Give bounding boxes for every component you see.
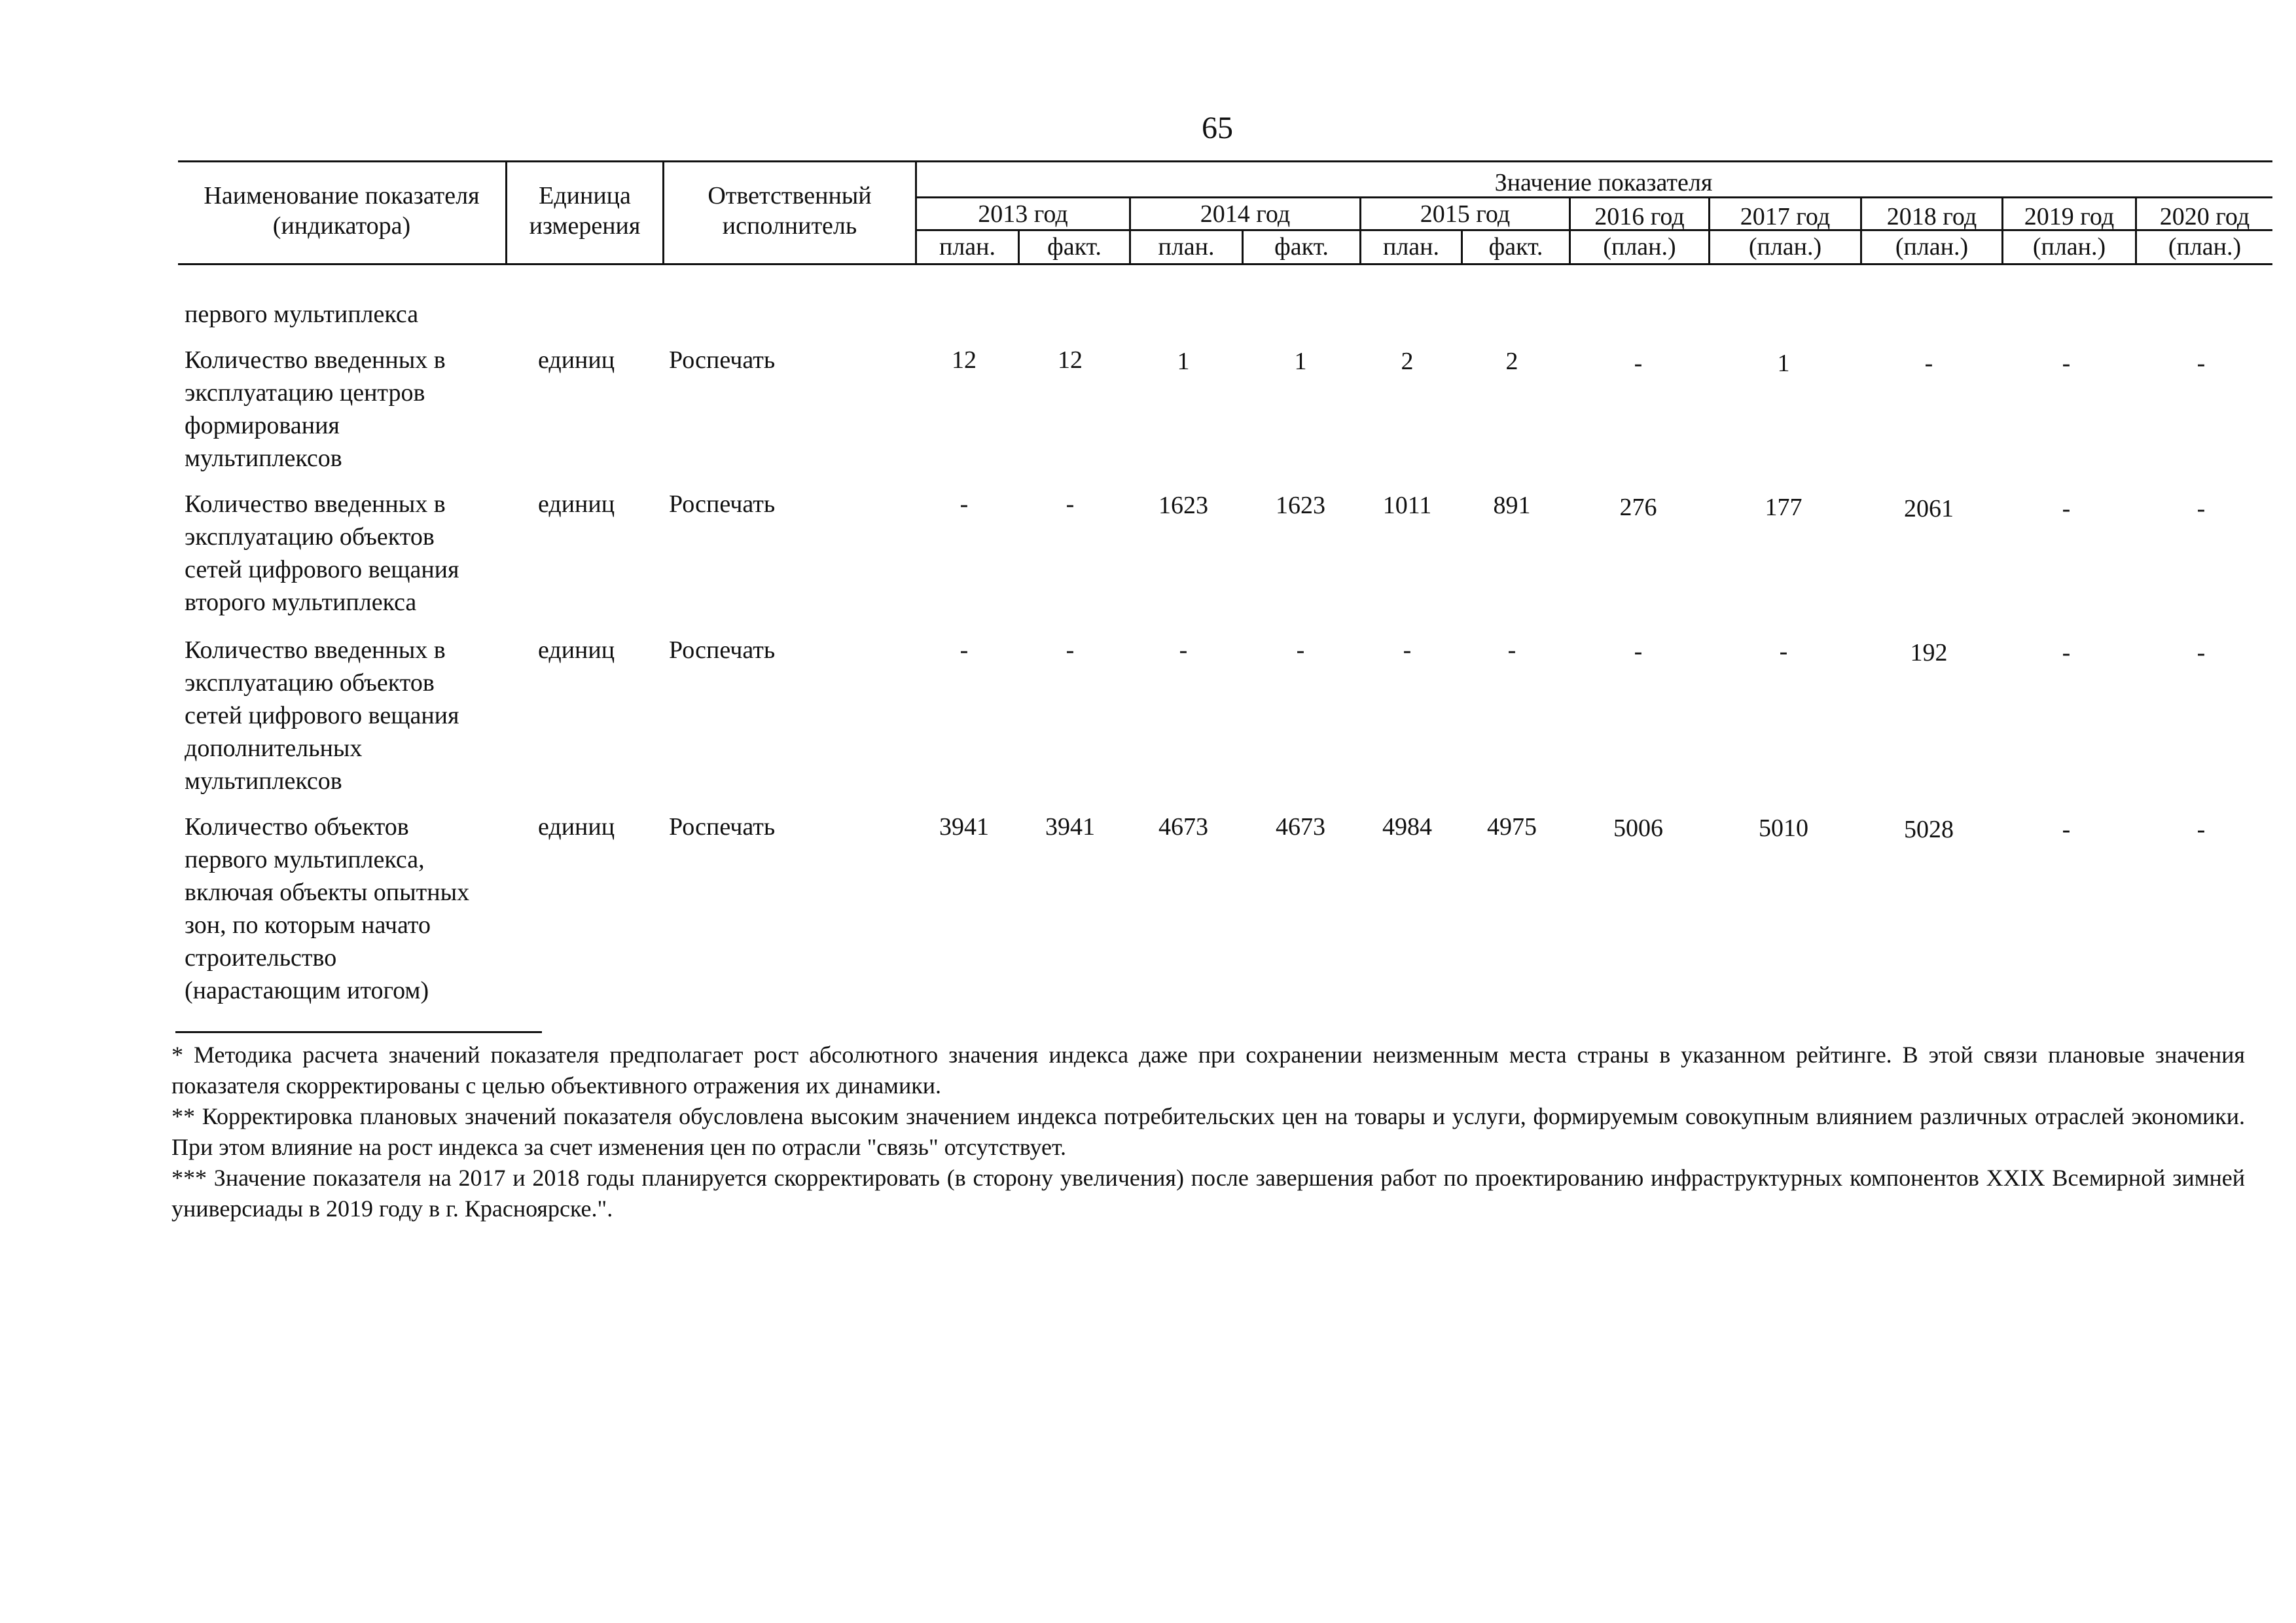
header-year-2020: [2137, 202, 2272, 262]
row-4-2014-fact: 4673: [1276, 813, 1325, 841]
row-3-2014-plan: -: [1179, 636, 1188, 664]
row-1-2018: -: [1924, 350, 1933, 377]
row-1-name-line: эксплуатацию центров: [185, 379, 425, 407]
row-1-name-line: мультиплексов: [185, 445, 342, 472]
row-2-2016: 276: [1619, 494, 1657, 521]
row-1-2015-plan: 2: [1401, 348, 1414, 375]
row-2-name: [185, 488, 518, 619]
row-3-2017: -: [1779, 638, 1788, 665]
header-year-2018-label: 2018 год: [1886, 203, 1977, 230]
header-year-2018: [1862, 202, 2001, 262]
header-sub-plan-2013: план.: [939, 233, 996, 261]
row-1-responsible: Роспечать: [669, 346, 776, 374]
row-3-2013-plan: -: [960, 636, 969, 664]
row-2-2019: -: [2062, 495, 2071, 522]
row-1-2016: -: [1634, 350, 1643, 377]
row-4-2017: 5010: [1759, 814, 1808, 842]
row-4-responsible: Роспечать: [669, 813, 776, 841]
row-4-name-line: первого мультиплекса,: [185, 846, 425, 873]
header-year-2016-label: 2016 год: [1594, 203, 1685, 230]
row-2-name-line: второго мультиплекса: [185, 589, 417, 616]
header-year-2019: [2003, 202, 2135, 262]
header-sub-plan-2014: план.: [1158, 233, 1215, 261]
header-unit-line2: измерения: [529, 212, 641, 240]
header-year-2019-label: 2019 год: [2024, 203, 2115, 230]
header-year-2013: 2013 год: [978, 200, 1068, 228]
row-4-2018: 5028: [1904, 816, 1954, 843]
header-resp-line2: исполнитель: [722, 212, 857, 240]
row-2-2013-plan: -: [960, 490, 969, 518]
row-3-name-line: дополнительных: [185, 735, 363, 762]
header-year-2017-label: 2017 год: [1740, 203, 1831, 230]
header-year-2015: 2015 год: [1420, 200, 1511, 228]
row-3-2019: -: [2062, 639, 2071, 666]
row-1-2013-plan: 12: [952, 346, 977, 374]
row-4-name-line: строительство: [185, 944, 337, 972]
header-year-2014: 2014 год: [1200, 200, 1291, 228]
footnote-3: *** Значение показателя на 2017 и 2018 годы планируется скорректировать (в сторону увеличения) после завершения работ по проектированию инфраструктурных компонентов XXIX Всемирной зимней универсиады в 2019 году в г. Красноярске.".: [171, 1165, 2245, 1222]
row-4-2013-plan: 3941: [939, 813, 989, 841]
row-4-2013-fact: 3941: [1045, 813, 1095, 841]
header-year-2016-plan: (план.): [1603, 233, 1676, 261]
header-value-group: Значение показателя: [1494, 169, 1713, 196]
row-2-2015-plan: 1011: [1382, 492, 1432, 519]
row-3-2015-plan: -: [1403, 636, 1412, 664]
row-3-2014-fact: -: [1296, 636, 1305, 664]
header-resp-line1: Ответственный: [708, 182, 872, 210]
footnote-1: * Методика расчета значений показателя предполагает рост абсолютного значения индекса даже при сохранении неизменным места страны в указанном рейтинге. В этой связи плановые значения показателя скорректированы с целью объективного отражения их динамики.: [171, 1042, 2245, 1099]
row-2-2015-fact: 891: [1493, 492, 1531, 519]
row-3-2015-fact: -: [1507, 636, 1516, 664]
row-3-name-line: Количество введенных в: [185, 636, 446, 664]
row-1-name-line: Количество введенных в: [185, 346, 446, 374]
row-4-name-line: Количество объектов: [185, 813, 409, 841]
row-2-name-line: эксплуатацию объектов: [185, 523, 435, 551]
row-1-2013-fact: 12: [1058, 346, 1083, 374]
row-1-unit: единиц: [538, 346, 615, 374]
row-4-name-line: (нарастающим итогом): [185, 977, 429, 1004]
row-4-2015-fact: 4975: [1487, 813, 1537, 841]
row-4-2019: -: [2062, 816, 2071, 843]
header-year-2017-plan: (план.): [1748, 233, 1822, 261]
row-3-name-line: сетей цифрового вещания: [185, 702, 459, 729]
header-year-2019-plan: (план.): [2032, 233, 2106, 261]
footnote-2: ** Корректировка плановых значений показателя обусловлена высоким значением индекса потребительских цен на товары и услуги, формируемым совокупным влиянием различных отраслей экономики. При этом влияние на рост индекса за счет изменения цен по отрасли "связь" отсутствует.: [171, 1103, 2245, 1160]
row-3-name-line: эксплуатацию объектов: [185, 669, 435, 697]
header-year-2020-plan: (план.): [2168, 233, 2242, 261]
header-sub-fact-2013: факт.: [1047, 233, 1102, 261]
row-4-2020: -: [2197, 816, 2206, 843]
header-year-2017: [1710, 202, 1860, 262]
header-name-line1: Наименование показателя: [204, 182, 480, 210]
row-2-2020: -: [2197, 495, 2206, 522]
row-1-name: [185, 344, 518, 475]
header-year-2016: [1571, 202, 1708, 262]
footnote-divider: [175, 1031, 542, 1033]
row-4-unit: единиц: [538, 813, 615, 841]
row-3-2020: -: [2197, 639, 2206, 666]
row-1-2015-fact: 2: [1505, 348, 1518, 375]
row-2-name-line: сетей цифрового вещания: [185, 556, 459, 583]
header-responsible: [664, 181, 915, 241]
header-sub-fact-2014: факт.: [1274, 233, 1329, 261]
row-3-2016: -: [1634, 638, 1643, 665]
continuation-text: первого мультиплекса: [185, 301, 419, 328]
row-2-responsible: Роспечать: [669, 490, 776, 518]
row-2-2017: 177: [1765, 494, 1803, 521]
row-4-2014-plan: 4673: [1158, 813, 1208, 841]
row-3-2018: 192: [1910, 639, 1948, 666]
footnotes: [171, 1040, 2245, 1224]
row-4-2016: 5006: [1613, 814, 1663, 842]
row-3-2013-fact: -: [1066, 636, 1075, 664]
row-1-name-line: формирования: [185, 412, 340, 439]
row-1-2014-plan: 1: [1177, 348, 1190, 375]
row-2-name-line: Количество введенных в: [185, 490, 446, 518]
row-4-name-line: зон, по которым начато: [185, 911, 431, 939]
row-1-2017: 1: [1777, 350, 1790, 377]
row-3-name: [185, 634, 518, 797]
row-2-2014-fact: 1623: [1276, 492, 1325, 519]
row-1-2020: -: [2197, 350, 2206, 377]
header-name-line2: (индикатора): [272, 212, 411, 240]
header-sub-fact-2015: факт.: [1488, 233, 1543, 261]
row-3-responsible: Роспечать: [669, 636, 776, 664]
page-number: 65: [1202, 111, 1233, 145]
row-1-2014-fact: 1: [1294, 348, 1307, 375]
header-sub-plan-2015: план.: [1382, 233, 1439, 261]
header-year-2020-label: 2020 год: [2159, 203, 2250, 230]
row-4-name-line: включая объекты опытных: [185, 879, 470, 906]
header-year-2018-plan: (план.): [1895, 233, 1969, 261]
row-4-2015-plan: 4984: [1382, 813, 1432, 841]
row-2-2013-fact: -: [1066, 490, 1075, 518]
row-3-unit: единиц: [538, 636, 615, 664]
header-unit-line1: Единица: [539, 182, 631, 210]
row-1-2019: -: [2062, 350, 2071, 377]
header-name: [178, 181, 505, 241]
row-2-2014-plan: 1623: [1158, 492, 1208, 519]
row-2-2018: 2061: [1904, 495, 1954, 522]
row-2-unit: единиц: [538, 490, 615, 518]
row-3-name-line: мультиплексов: [185, 767, 342, 795]
row-4-name: [185, 811, 518, 1007]
header-unit: [507, 181, 662, 241]
